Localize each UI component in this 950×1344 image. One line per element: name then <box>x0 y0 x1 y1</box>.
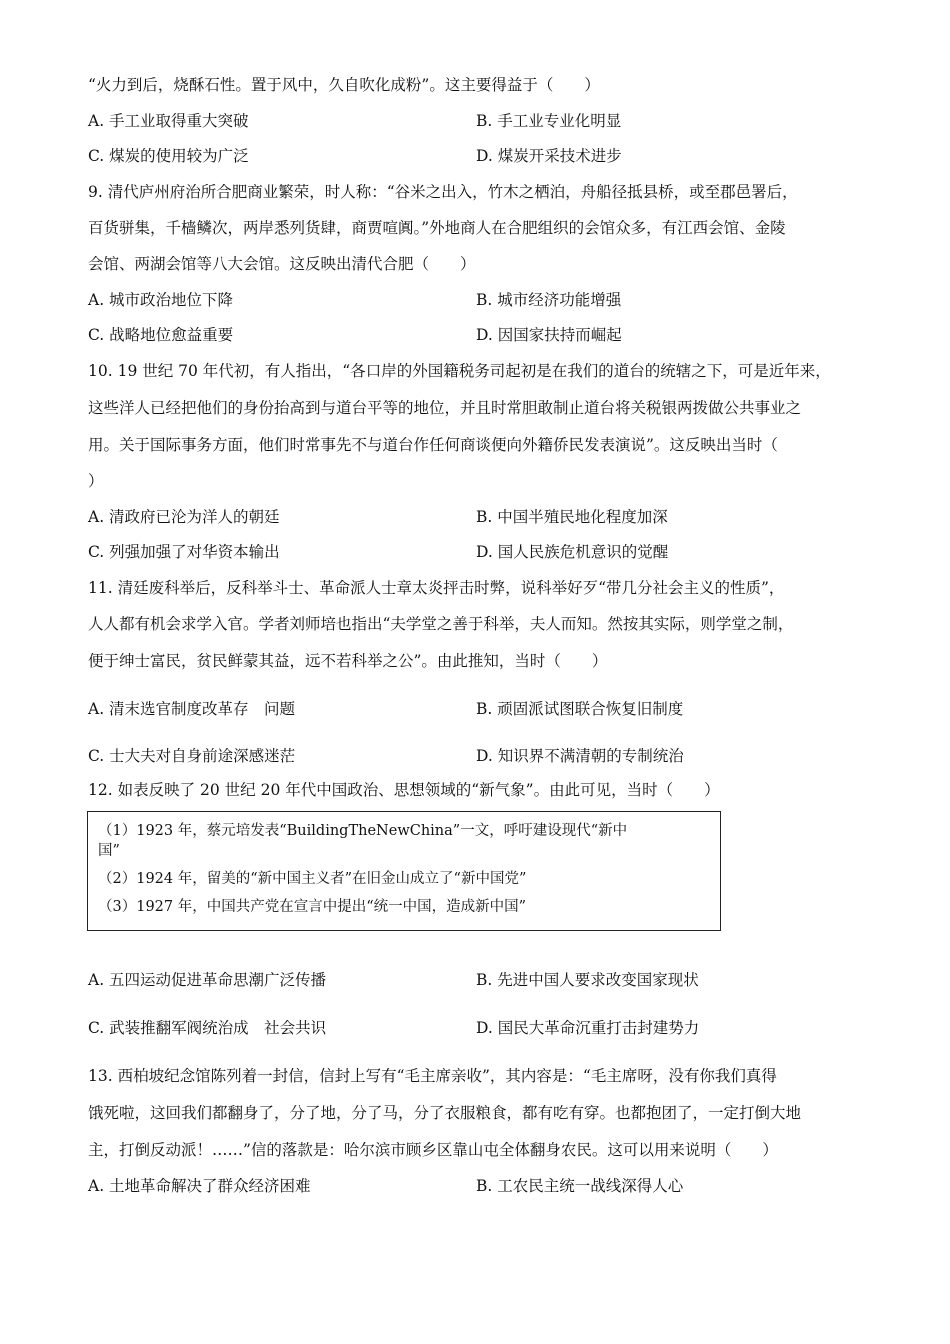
q10-stem-line-4: ） <box>88 472 104 490</box>
q10-option-a: A. 清政府已沦为洋人的朝廷 <box>88 508 280 526</box>
q12-table-row-1: （1）1923 年，蔡元培发表“BuildingTheNewChina”一文，呼吁建设现代“新中 <box>98 823 628 839</box>
q9-stem-line-3: 会馆、两湖会馆等八大会馆。这反映出清代合肥（ ） <box>88 255 476 273</box>
q11-stem-line-1: 11. 清廷废科举后，反科举斗士、革命派人士章太炎抨击时弊，说科举好歹“带几分社会主义的性质”， <box>88 579 785 597</box>
q12-table-row-1-cont: 国” <box>98 843 120 859</box>
q13-stem-line-1: 13. 西柏坡纪念馆陈列着一封信，信封上写有“毛主席亲收”，其内容是：“毛主席呀，没有你我们真得 <box>88 1067 777 1085</box>
q12-table-row-2: （2）1924 年，留美的“新中国主义者”在旧金山成立了“新中国党” <box>98 871 527 887</box>
q12-option-d: D. 国民大革命沉重打击封建势力 <box>476 1019 700 1037</box>
q10-stem-line-2: 这些洋人已经把他们的身份抬高到与道台平等的地位，并且时常胆敢制止道台将关税银两拨做公共事业之 <box>88 399 802 417</box>
q11-option-a: A. 清末选官制度改革存 问题 <box>88 700 296 718</box>
q9-stem-line-1: 9. 清代庐州府治所合肥商业繁荣，时人称：“谷米之出入，竹木之栖泊，舟船径抵县桥，或至郡邑署后， <box>88 183 798 201</box>
q9-option-a: A. 城市政治地位下降 <box>88 291 234 309</box>
q10-option-b: B. 中国半殖民地化程度加深 <box>476 508 668 526</box>
q13-option-b: B. 工农民主统一战线深得人心 <box>476 1177 684 1195</box>
q12-option-a: A. 五四运动促进革命思潮广泛传播 <box>88 971 327 989</box>
q8-stem: “火力到后，烧酥石性。置于风中，久自吹化成粉”。这主要得益于（ ） <box>88 76 600 94</box>
q9-stem-line-2: 百货骈集，千樯鳞次，两岸悉列货肆，商贾喧阗。”外地商人在合肥组织的会馆众多，有江西会馆、金陵 <box>88 219 786 237</box>
q11-option-d: D. 知识界不满清朝的专制统治 <box>476 747 684 765</box>
q10-option-c: C. 列强加强了对华资本输出 <box>88 543 280 561</box>
q12-option-b: B. 先进中国人要求改变国家现状 <box>476 971 699 989</box>
q9-option-b: B. 城市经济功能增强 <box>476 291 622 309</box>
q11-stem-line-2: 人人都有机会求学入官。学者刘师培也指出“夫学堂之善于科举，夫人而知。然按其实际，则学堂之制， <box>88 615 794 633</box>
q8-option-c: C. 煤炭的使用较为广泛 <box>88 147 249 165</box>
q8-option-a: A. 手工业取得重大突破 <box>88 112 249 130</box>
q12-stem: 12. 如表反映了 20 世纪 20 年代中国政治、思想领域的“新气象”。由此可见，当时（ ） <box>88 781 720 799</box>
q13-stem-line-3: 主，打倒反动派！……”信的落款是：哈尔滨市顾乡区靠山屯全体翻身农民。这可以用来说明（ ） <box>88 1141 778 1159</box>
q8-option-b: B. 手工业专业化明显 <box>476 112 622 130</box>
q13-option-a: A. 土地革命解决了群众经济困难 <box>88 1177 311 1195</box>
q10-stem-line-1: 10. 19 世纪 70 年代初，有人指出，“各口岸的外国籍税务司起初是在我们的道台的统辖之下，可是近年来， <box>88 362 831 380</box>
q9-option-d: D. 因国家扶持而崛起 <box>476 326 622 344</box>
q8-option-d: D. 煤炭开采技术进步 <box>476 147 622 165</box>
q12-material-table <box>87 811 721 931</box>
q12-table-row-3: （3）1927 年，中国共产党在宣言中提出“统一中国，造成新中国” <box>98 899 527 915</box>
q11-stem-line-3: 便于绅士富民，贫民鲜蒙其益，远不若科举之公”。由此推知，当时（ ） <box>88 652 608 670</box>
q13-stem-line-2: 饿死啦，这回我们都翻身了，分了地，分了马，分了衣服粮食，都有吃有穿。也都抱团了，一定打倒大地 <box>88 1104 802 1122</box>
q10-option-d: D. 国人民族危机意识的觉醒 <box>476 543 669 561</box>
q9-option-c: C. 战略地位愈益重要 <box>88 326 234 344</box>
q10-stem-line-3: 用。关于国际事务方面，他们时常事先不与道台作任何商谈便向外籍侨民发表演说”。这反映出当时（ <box>88 436 778 454</box>
q11-option-c: C. 士大夫对自身前途深感迷茫 <box>88 747 296 765</box>
q11-option-b: B. 顽固派试图联合恢复旧制度 <box>476 700 684 718</box>
q12-option-c: C. 武装推翻军阀统治成 社会共识 <box>88 1019 327 1037</box>
